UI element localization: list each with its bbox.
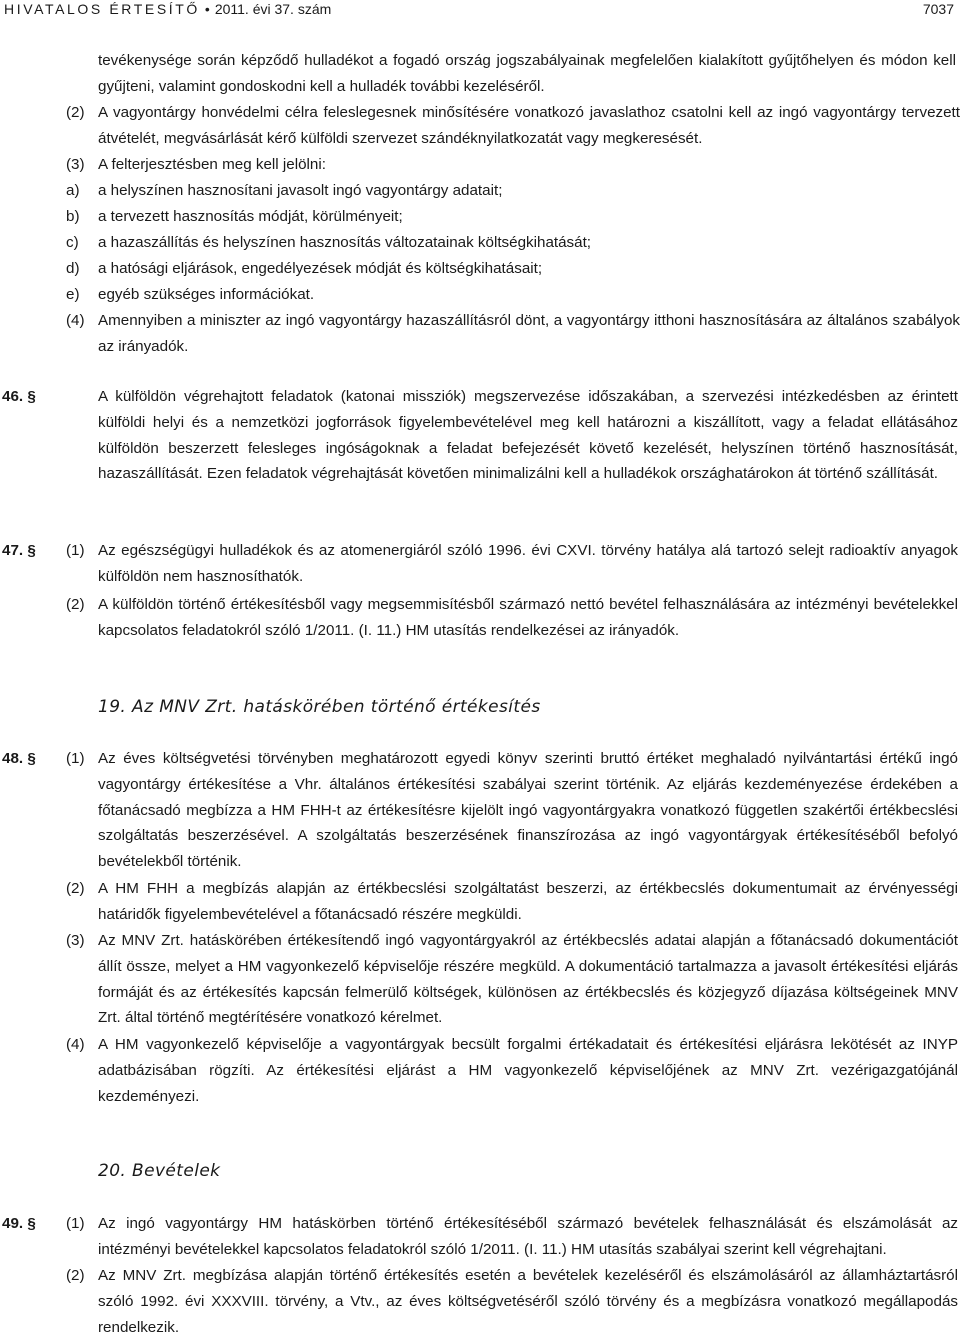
s45-paragraph-3: A felterjesztésben meg kell jelölni: xyxy=(98,156,326,173)
journal-title: HIVATALOS ÉRTESÍTŐ xyxy=(4,1,200,17)
paragraph-number: (3) xyxy=(66,932,85,949)
list-label: d) xyxy=(66,260,80,277)
s47-paragraph-1: Az egészségügyi hulladékok és az atomenergiáról szóló 1996. évi CXVI. törvény hatálya alá tartozó selejt radioaktív anyagok külföldön nem hasznosíthatók. xyxy=(98,542,958,585)
journal-header xyxy=(4,1,331,17)
section-number: 46. § xyxy=(2,388,36,405)
page-number: 7037 xyxy=(922,1,954,17)
s48-paragraph-4: A HM vagyonkezelő képviselője a vagyontárgyak becsült forgalmi értékadatait és értékesítési eljárásra lekötését az INYP adatbázisában rögzíti. Az értékesítési eljárást a HM vagyonkezelő képviselőjének az MNV Zrt. vezérigazgatójánál kezdeményezi. xyxy=(98,1036,958,1105)
list-item: a hazaszállítás és helyszínen hasznosítás változatainak költségkihatását; xyxy=(98,234,592,251)
list-item: a helyszínen hasznosítani javasolt ingó vagyontárgy adatait; xyxy=(98,182,503,199)
paragraph-number: (1) xyxy=(66,542,85,559)
header-bullet: • xyxy=(204,1,210,17)
paragraph-number: (4) xyxy=(66,1036,85,1053)
s45-paragraph-4: Amennyiben a miniszter az ingó vagyontárgy hazaszállításról dönt, a vagyontárgy itthoni hasznosítására az általános szabályok az irányadók. xyxy=(98,312,960,355)
paragraph-number: (2) xyxy=(66,1267,85,1284)
list-label: a) xyxy=(66,182,80,199)
chapter-heading: 19. Az MNV Zrt. hatáskörében történő értékesítés xyxy=(98,697,541,717)
section-number: 49. § xyxy=(2,1215,36,1232)
list-item: egyéb szükséges információkat. xyxy=(98,286,315,303)
paragraph-number: (1) xyxy=(66,750,85,767)
running-header xyxy=(0,0,960,22)
list-label: b) xyxy=(66,208,80,225)
s49-paragraph-2: Az MNV Zrt. megbízása alapján történő értékesítés esetén a bevételek kezeléséről és elszámolásáról az államháztartásról szóló 1992. évi XXXVIII. törvény, a Vtv., az éves költségvetéséről szóló törvény és a megbízásra vonatkozó megállapodás rendelkezik. xyxy=(98,1267,958,1336)
chapter-heading: 20. Bevételek xyxy=(98,1161,221,1181)
s48-paragraph-2: A HM FHH a megbízás alapján az értékbecslési szolgáltatást beszerzi, az értékbecslés dokumentumait az érvényességi határidők figyelembevételével a főtanácsadó részére megküldi. xyxy=(98,880,958,923)
continuation-paragraph: tevékenysége során képződő hulladékot a fogadó ország jogszabályainak megfelelően kialakított gyűjtőhelyen és módon kell gyűjteni, valamint gondoskodni kell a hulladék további kezeléséről. xyxy=(98,52,956,95)
section-number: 48. § xyxy=(2,750,36,767)
paragraph-number: (2) xyxy=(66,596,85,613)
s46-text: A külföldön végrehajtott feladatok (katonai missziók) megszervezése időszakában, a szervezési intézkedésben az érintett külföldi helyi és a nemzetközi jogforrások figyelembevételével meg kell határozni a kiszállított, vagy a feladat ellátásához külföldön beszerzett felesleges ingóságoknak a feladat befejezését követő kezelését, helyszínen történő hasznosítását, hazaszállítását. Ezen feladatok végrehajtását követően minimalizálni kell a hulladékok országhatárokon át történő szállítását. xyxy=(98,388,958,483)
list-label: e) xyxy=(66,286,80,303)
s45-paragraph-2: A vagyontárgy honvédelmi célra feleslegesnek minősítésére vonatkozó javaslathoz csatolni kell az ingó vagyontárgy tervezett átvételét, megvásárlását kérő külföldi szervezet szándéknyilatkozatát vagy megkeresését. xyxy=(98,104,960,147)
paragraph-number: (2) xyxy=(66,104,85,121)
paragraph-number: (2) xyxy=(66,880,85,897)
list-item: a tervezett hasznosítás módját, körülményeit; xyxy=(98,208,403,225)
section-number: 47. § xyxy=(2,542,36,559)
s48-paragraph-1: Az éves költségvetési törvényben meghatározott egyedi könyv szerinti bruttó értéket meghaladó nyilvántartási értékű ingó vagyontárgy értékesítése a Vhr. általános értékesítési szabályai szerint történik. Az eljárás kezdeményezése érdekében a főtanácsadó megbízza a HM FHH-t az értékesítésre kijelölt ingó vagyontárgyakra vonatkozó független szakértői értékbecslési szolgáltatás beszerzésével. A szolgáltatás beszerzésének finanszírozása az ingó vagyontárgyak értékesítéséből befolyó bevételekből történik. xyxy=(98,750,958,871)
s47-paragraph-2: A külföldön történő értékesítésből vagy megsemmisítésből származó nettó bevétel felhasználására az intézményi bevételekkel kapcsolatos feladatokról szóló 1/2011. (I. 11.) HM utasítás rendelkezései az irányadók. xyxy=(98,596,958,639)
list-label: c) xyxy=(66,234,79,251)
list-item: a hatósági eljárások, engedélyezések módját és költségkihatásait; xyxy=(98,260,543,277)
s48-paragraph-3: Az MNV Zrt. hatáskörében értékesítendő ingó vagyontárgyakról az értékbecslés adatai alapján a főtanácsadó dokumentációt állít össze, melyet a HM vagyonkezelő képviselője részére megküld. A dokumentáció tartalmazza a javasolt értékesítési eljárás formáját és az értékesítés kapcsán felmerülő költségek, különösen az értékbecslés és közjegyző díjazása költségeinek MNV Zrt. által történő megtérítésére vonatkozó kérelmet. xyxy=(98,932,958,1027)
paragraph-number: (3) xyxy=(66,156,85,173)
issue-number: 2011. évi 37. szám xyxy=(214,1,332,17)
paragraph-number: (4) xyxy=(66,312,85,329)
s49-paragraph-1: Az ingó vagyontárgy HM hatáskörben történő értékesítéséből származó bevételek felhasználását és elszámolását az intézményi bevételekkel kapcsolatos feladatokról szóló 1/2011. (I. 11.) HM utasítás szabályai szerint kell végrehajtani. xyxy=(98,1215,958,1258)
paragraph-number: (1) xyxy=(66,1215,85,1232)
